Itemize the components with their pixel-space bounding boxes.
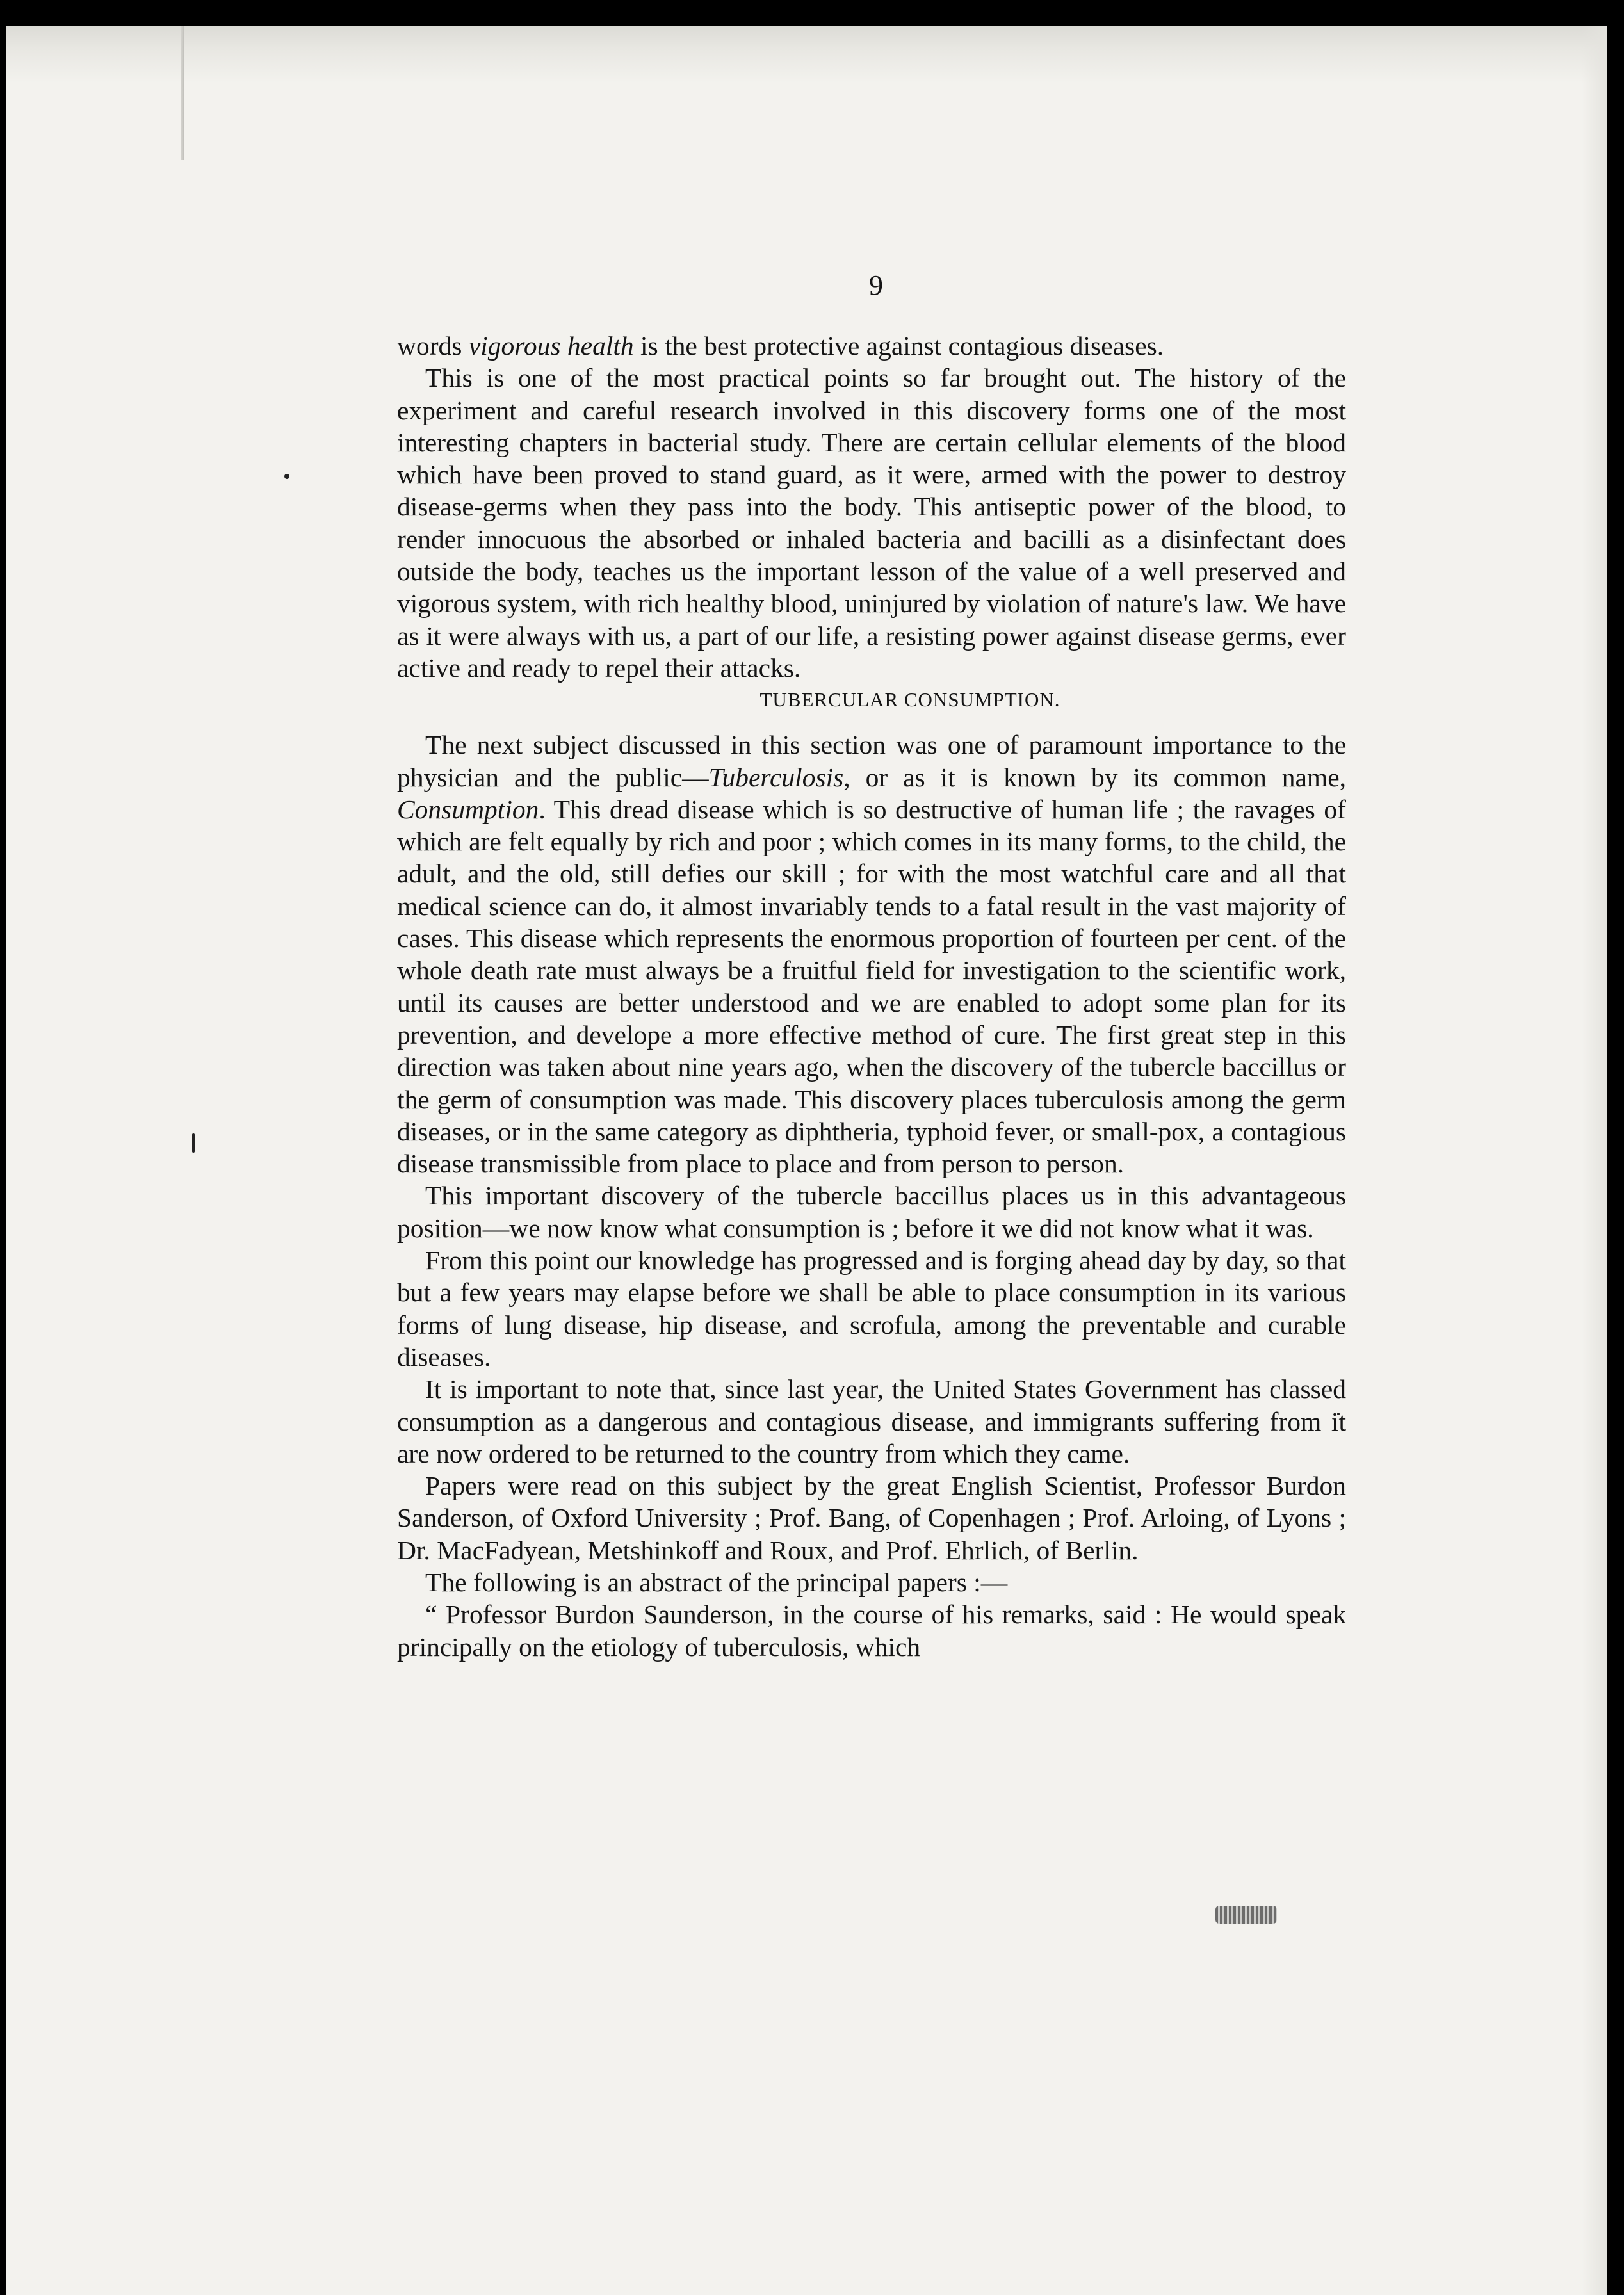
page-top-edge <box>6 26 1607 83</box>
page-number: 9 <box>869 270 883 301</box>
emphasis-tuberculosis: Tuberculosis <box>708 762 844 792</box>
paragraph-us-government: It is important to note that, since last year, the United States Government has classed consumption as a dangerous and contagious disease, and immigrants suffering from it are now ordered to be returned to the country from which they came. <box>397 1374 1346 1468</box>
paragraph-sanderson-quote: “ Professor Burdon Saunderson, in the course of his remarks, said : He would speak principally on the etiology of tuberculosis, which <box>397 1600 1346 1662</box>
article-body <box>397 330 1346 1663</box>
paragraph-tuberculosis-intro: The next subject discussed in this section was one of paramount importance to the physician and the public—Tuberculosis, or as it is known by its common name, Consumption. This dread disease which is so destructive of human life ; the ravages of which are felt equally by rich and poor ; which comes in its many forms, to the child, the adult, and the old, still defies our skill ; for with the most watchful care and all that medical science can do, it almost invariably tends to a fatal result in the vast majority of cases. This disease which represents the enormous proportion of fourteen per cent. of the whole death rate must always be a fruitful field for investigation to the scientific work, until its causes are better understood and we are enabled to adopt some plan for its prevention, and develope a more effective method of cure. The first great step in this direction was taken about nine years ago, when the discovery of the tubercle baccillus or the germ of consumption was made. This discovery places tuberculosis among the germ diseases, or in the same category as diphtheria, typhoid fever, or small-pox, a contagious disease transmissible from place to place and from person to person. <box>397 730 1346 1179</box>
margin-speck <box>284 474 289 479</box>
margin-speck <box>192 1133 195 1153</box>
paragraph-abstract-intro: The following is an abstract of the principal papers :— <box>425 1567 1008 1597</box>
paragraph-discovery: This important discovery of the tubercle baccillus places us in this advantageous position—we now know what consumption is ; before it we did not know what it was. <box>397 1181 1346 1243</box>
section-heading: TUBERCULAR CONSUMPTION. <box>759 688 1060 711</box>
page-right-edge <box>1582 26 1607 2295</box>
emphasis-vigorous-health: vigorous health <box>468 331 634 361</box>
paragraph-progress: From this point our knowledge has progressed and is forging ahead day by day, so that but a few years may elapse before we shall be able to place consumption in its various forms of lung disease, hip disease, and scrofula, among the preventable and curable diseases. <box>397 1245 1346 1372</box>
paragraph-continuation: words vigorous health is the best protective against contagious diseases. <box>397 331 1164 361</box>
paragraph-papers-read: Papers were read on this subject by the great English Scientist, Professor Burdon Sanderson, of Oxford University ; Prof. Bang, of Copenhagen ; Prof. Arloing, of Lyons ; Dr. MacFadyean, Metshinkoff and Roux, and Prof. Ehrlich, of Berlin. <box>397 1471 1346 1565</box>
paragraph-antiseptic-blood: This is one of the most practical points so far brought out. The history of the experiment and careful research involved in this discovery forms one of the most interesting chapters in bacterial study. There are certain cellular elements of the blood which have been proved to stand guard, as it were, armed with the power to destroy disease-germs when they pass into the body. This antiseptic power of the blood, to render innocuous the absorbed or inhaled bacteria and bacilli as a disinfectant does outside the body, teaches us the important lesson of the value of a well preserved and vigorous system, with rich healthy blood, uninjured by violation of nature's law. We have as it were always with us, a part of our life, a resisting power against disease germs, ever active and ready to repel their attacks. <box>397 363 1346 683</box>
page-fold-mark <box>181 26 184 160</box>
ink-smudge <box>1215 1906 1277 1924</box>
emphasis-consumption: Consumption <box>397 794 539 824</box>
